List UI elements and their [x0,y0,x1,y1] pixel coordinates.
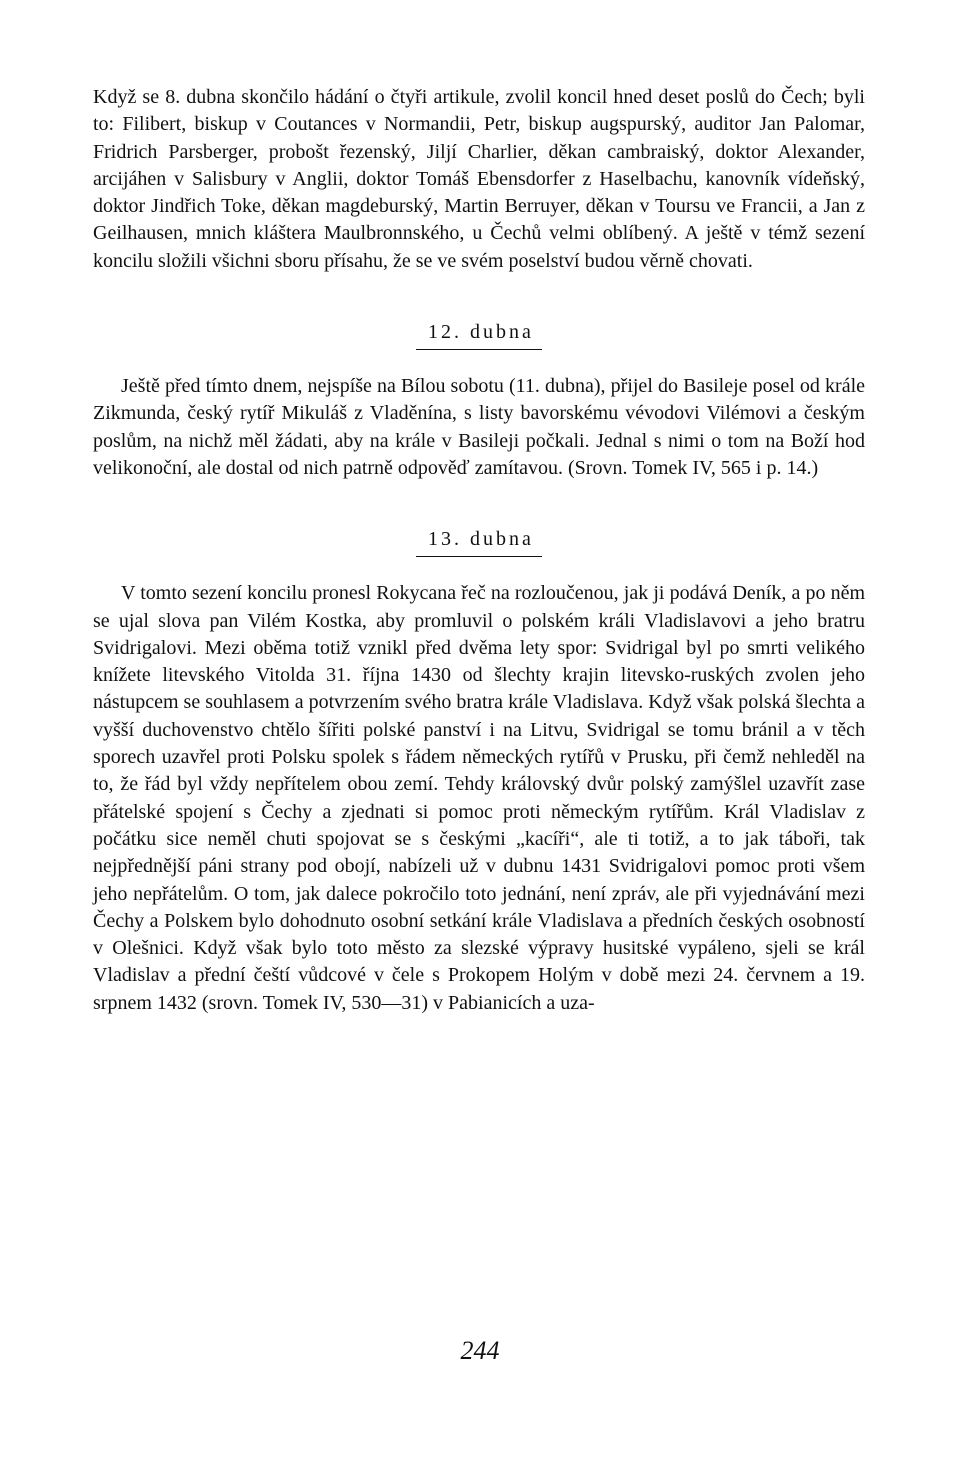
page-body [93,84,865,1017]
heading-april-13-text: 13. dubna [416,526,542,557]
page-number: 244 [460,1336,500,1365]
section-heading-april-13 [93,526,865,556]
heading-april-12-text: 12. dubna [416,319,542,350]
paragraph-april-12: Ještě před tímto dnem, nejspíše na Bílou sobotu (11. dubna), přijel do Basileje posel od krále Zikmunda, český rytíř Mikuláš z Vladěnína, s listy bavorskému vévodovi Vilémovi a českým poslům, na nichž měl žádati, aby na krále v Basileji počkali. Jednal s nimi o tom na Boží hod velikonoční, ale dostal od nich patrně odpověď zamítavou. (Srovn. Tomek IV, 565 i p. 14.) [93,375,865,479]
paragraph-april-13: V tomto sezení koncilu pronesl Rokycana řeč na rozloučenou, jak ji podává Deník, a po něm se ujal slova pan Vilém Kostka, aby promluvil o polském králi Vladislavovi a jeho bratru Svidrigalovi. Mezi oběma totiž vznikl před dvěma lety spor: Svidrigal byl po smrti velikého knížete litevského Vitolda 31. října 1430 od šlechty krajin litevsko-ruských zvolen jeho nástupcem se souhlasem a potvrzením svého bratra krále Vladislava. Když však polská šlechta a vyšší duchovenstvo chtělo šířiti polské panství i na Litvu, Svidrigal se tomu bránil a v těch sporech uzavřel proti Polsku spolek s řádem německých rytířů v Prusku, při čemž nehleděl na to, že řád byl vždy nepřítelem obou zemí. Tehdy královský dvůr polský zamýšlel uzavřít zase přátelské spojení s Čechy a zjednati si pomoc proti německým rytířům. Král Vladislav z počátku sice neměl chuti spojovat se s českými „kacíři“, ale ti totiž, a to jak táboři, tak nejpřednější páni strany pod obojí, nabízeli už v dubnu 1431 Svidrigalovi pomoc proti všem jeho nepřátelům. O tom, jak dalece pokročilo toto jednání, není zpráv, ale při vyjednávání mezi Čechy a Polskem bylo dohodnuto osobní setkání krále Vladislava a předních českých osobností v Olešnici. Když však bylo toto město za slezské výpravy husitské vypáleno, sjeli se král Vladislav a přední čeští vůdcové v čele s Prokopem Holým v době mezi 24. červnem a 19. srpnem 1432 (srovn. Tomek IV, 530—31) v Pabianicích a uza- [93,582,865,1014]
paragraph-intro: Když se 8. dubna skončilo hádání o čtyři artikule, zvolil koncil hned deset poslů do Čech; byli to: Filibert, biskup v Coutances v Normandii, Petr, biskup augspurský, auditor Jan Palomar, Fridrich Parsberger, probošt řezenský, Jiljí Charlier, děkan cambraiský, doktor Alexander, arcijáhen v Salisbury v Anglii, doktor Tomáš Ebensdorfer z Haselbachu, kanovník vídeňský, doktor Jindřich Toke, děkan magdeburský, Martin Berruyer, děkan v Toursu ve Francii, a Jan z Geilhausen, mnich kláštera Maulbronnského, u Čechů velmi oblíbený. A ještě v témž sezení koncilu složili všichni sboru přísahu, že se ve svém poselství budou věrně chovati. [93,86,865,272]
section-heading-april-12 [93,319,865,349]
